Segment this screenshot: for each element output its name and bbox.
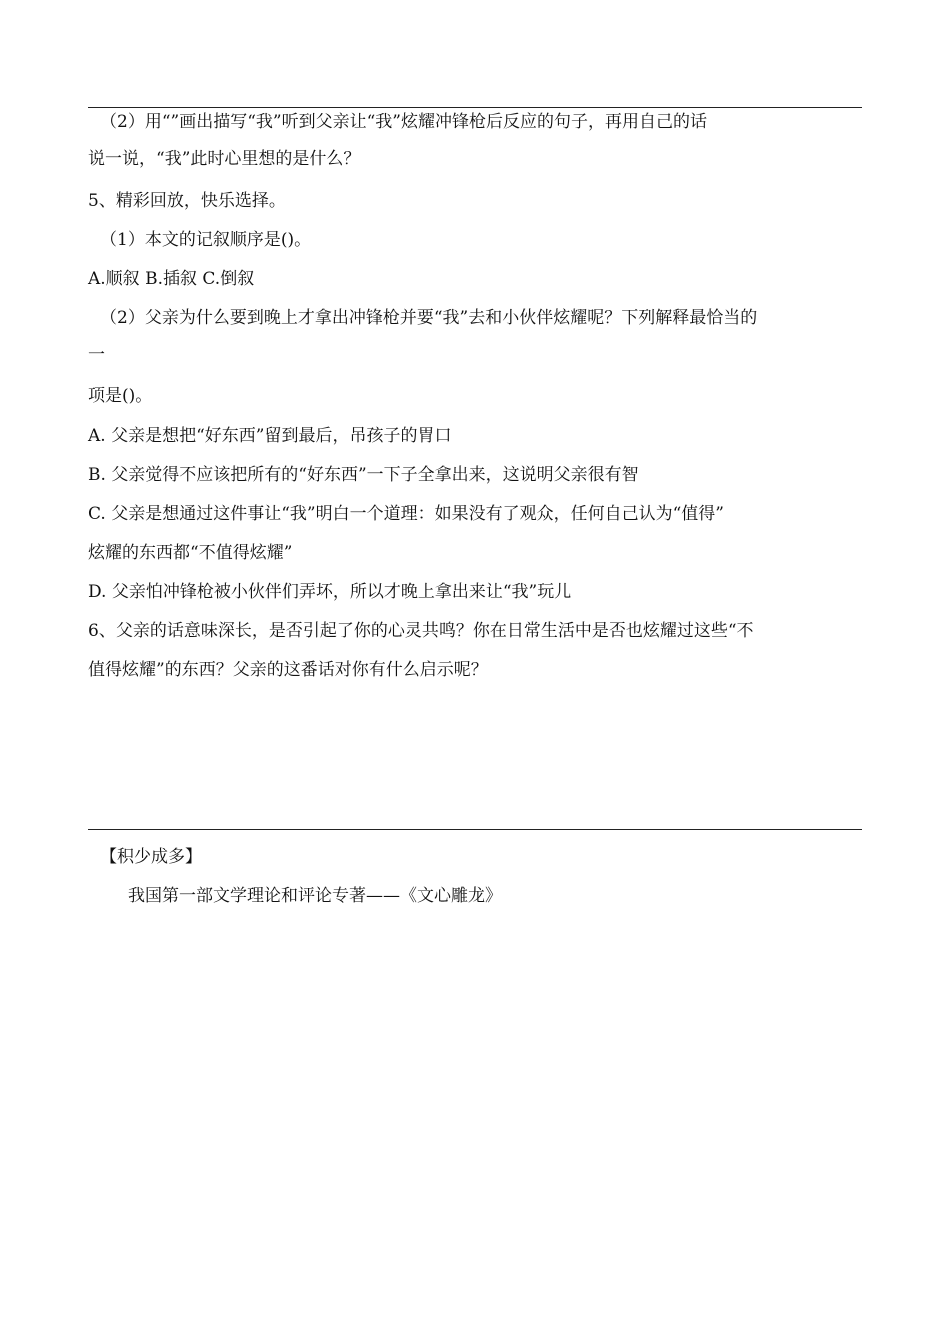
footer-heading: 【积少成多】 (100, 847, 202, 867)
footer-text: 我国第一部文学理论和评论专著——《文心雕龙》 (128, 886, 502, 906)
q5-option-b: B. 父亲觉得不应该把所有的“好东西”一下子全拿出来，这说明父亲很有智 (88, 465, 639, 485)
bottom-divider (88, 829, 862, 830)
top-divider (88, 107, 862, 108)
q5-option-c-line2: 炫耀的东西都“不值得炫耀” (88, 543, 293, 563)
q5-sub2-line3: 项是()。 (88, 386, 153, 406)
q5-sub1: （1）本文的记叙顺序是()。 (100, 230, 312, 250)
q4-part2-line1: （2）用“”画出描写“我”听到父亲让“我”炫耀冲锋枪后反应的句子，再用自己的话 (100, 112, 707, 132)
q4-part2-line2: 说一说，“我”此时心里想的是什么？ (88, 149, 361, 169)
q5-sub2-line1: （2）父亲为什么要到晚上才拿出冲锋枪并要“我”去和小伙伴炫耀呢？下列解释最恰当的 (100, 308, 758, 328)
q5-title: 5、精彩回放，快乐选择。 (88, 191, 286, 211)
q6-line1: 6、父亲的话意味深长，是否引起了你的心灵共鸣？你在日常生活中是否也炫耀过这些“不 (88, 621, 754, 641)
q5-sub2-line2: 一 (88, 345, 105, 365)
q5-option-a: A. 父亲是想把“好东西”留到最后，吊孩子的胃口 (88, 426, 452, 446)
q5-option-d: D. 父亲怕冲锋枪被小伙伴们弄坏，所以才晚上拿出来让“我”玩儿 (88, 582, 572, 602)
q5-option-c-line1: C. 父亲是想通过这件事让“我”明白一个道理：如果没有了观众，任何自己认为“值得” (88, 504, 724, 524)
q6-line2: 值得炫耀”的东西？父亲的这番话对你有什么启示呢？ (88, 660, 488, 680)
q5-sub1-options: A.顺叙 B.插叙 C.倒叙 (88, 269, 255, 289)
